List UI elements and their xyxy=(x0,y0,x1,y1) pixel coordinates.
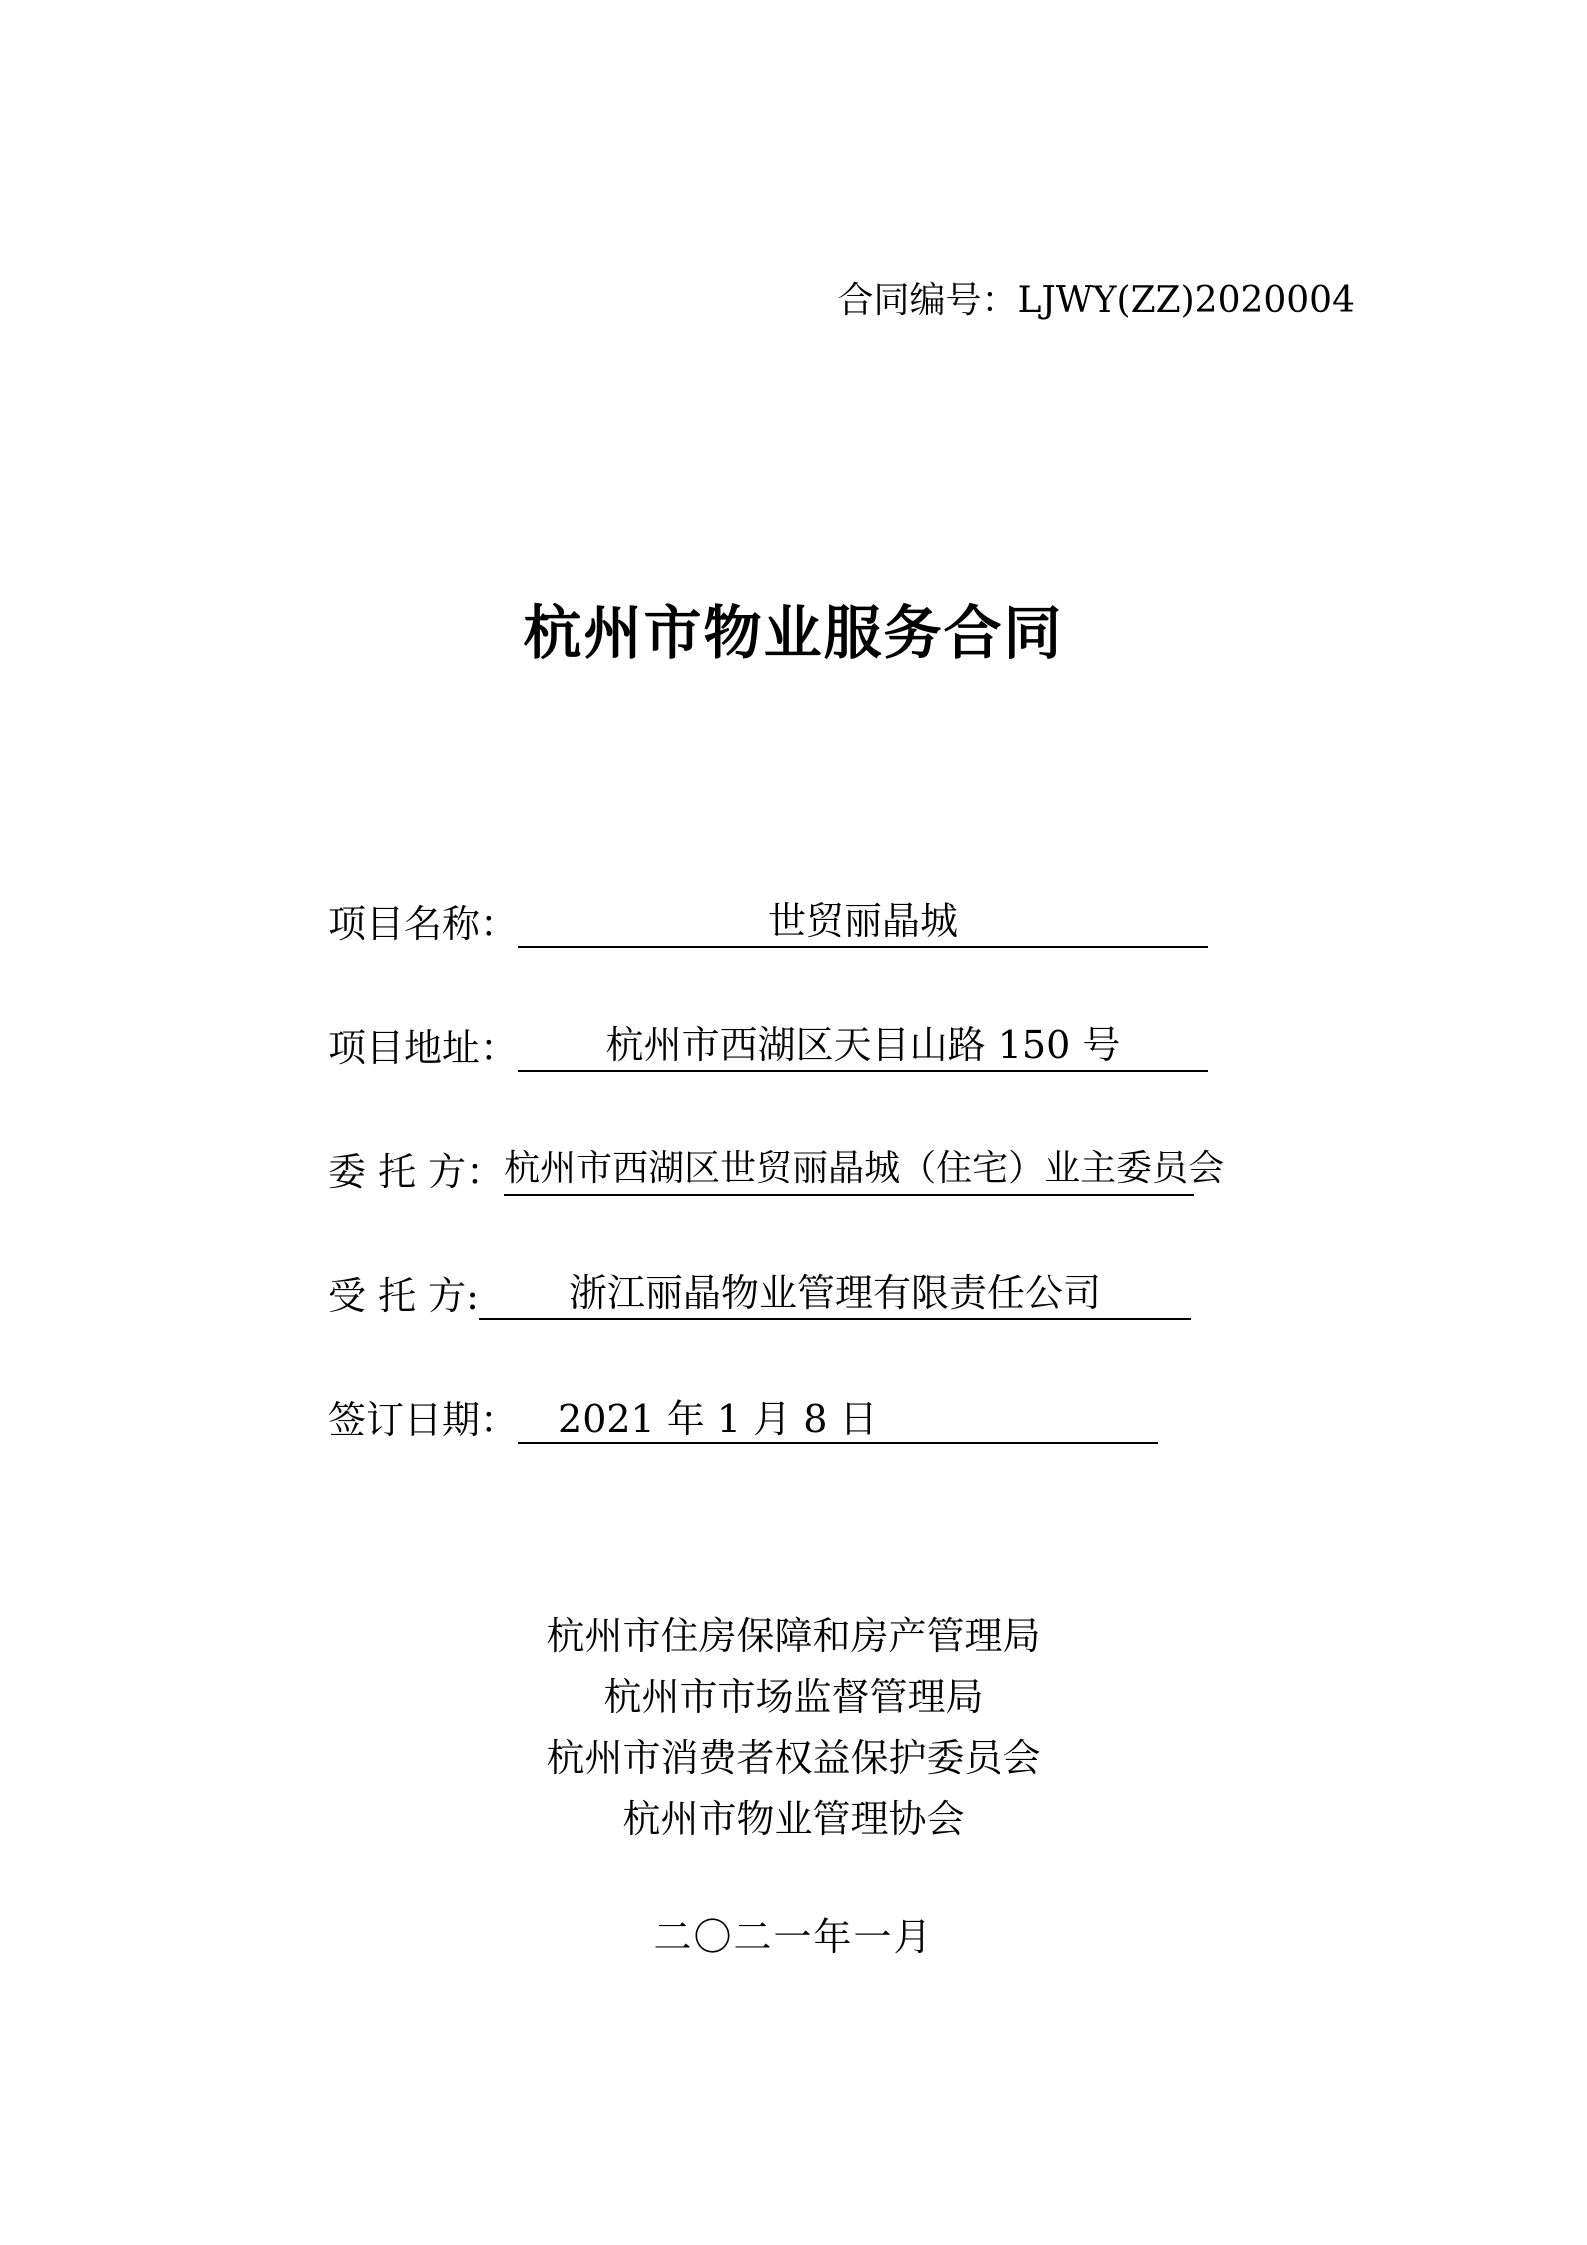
field-label: 签订日期： xyxy=(328,1398,519,1442)
document-title: 杭州市物业服务合同 xyxy=(523,599,1064,667)
field-value: 杭州市西湖区天目山路 150 号 xyxy=(518,1020,1208,1072)
field-value: 杭州市西湖区世贸丽晶城（住宅）业主委员会 xyxy=(504,1144,1194,1196)
issuer-line: 杭州市物业管理协会 xyxy=(622,1797,965,1841)
field-value: 2021 年 1 月 8 日 xyxy=(518,1394,1158,1444)
field-label: 受 托 方: xyxy=(328,1274,479,1318)
issuing-authorities xyxy=(0,1606,1587,1850)
field-value: 世贸丽晶城 xyxy=(518,896,1208,948)
field-label: 项目名称： xyxy=(328,902,519,946)
field-project-name xyxy=(328,888,1208,948)
field-value: 浙江丽晶物业管理有限责任公司 xyxy=(479,1268,1191,1320)
field-label: 委 托 方： xyxy=(328,1150,505,1194)
issue-date: 二〇二一年一月 xyxy=(653,1915,934,1959)
field-client xyxy=(328,1136,1225,1196)
issuer-line: 杭州市市场监督管理局 xyxy=(603,1675,984,1719)
contract-fields xyxy=(328,888,1225,1508)
issuer-line: 杭州市消费者权益保护委员会 xyxy=(546,1736,1041,1780)
field-project-address xyxy=(328,1012,1208,1072)
field-label: 项目地址： xyxy=(328,1026,519,1070)
contract-number: 合同编号：LJWY(ZZ)2020004 xyxy=(837,280,1355,321)
field-trustee xyxy=(328,1260,1208,1320)
field-signing-date xyxy=(328,1384,1208,1444)
issuer-line: 杭州市住房保障和房产管理局 xyxy=(546,1614,1041,1658)
